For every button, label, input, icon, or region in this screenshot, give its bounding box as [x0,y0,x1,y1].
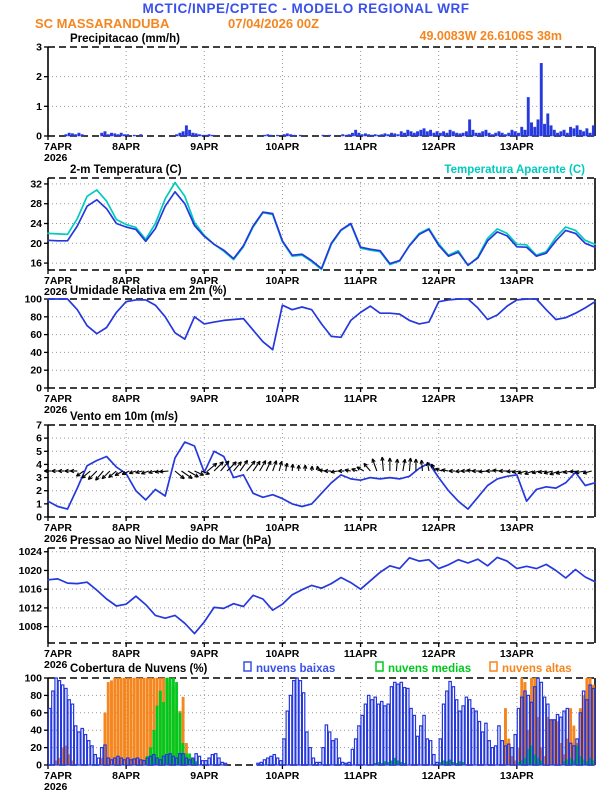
svg-text:16: 16 [30,257,42,270]
svg-text:20: 20 [30,742,42,755]
svg-text:2: 2 [36,71,42,84]
svg-text:11APR: 11APR [343,141,378,153]
precip-panel-title: Precipitacao (mm/h) [70,33,180,45]
svg-text:13APR: 13APR [499,393,534,405]
rh-panel-title: Umidade Relativa em 2m (%) [70,285,227,297]
svg-text:8APR: 8APR [112,393,141,405]
svg-text:2026: 2026 [44,659,68,671]
svg-text:10APR: 10APR [265,393,300,405]
pressure-panel-title: Pressao ao Nivel Medio do Mar (hPa) [70,535,272,547]
svg-text:9APR: 9APR [190,522,219,534]
pres-panel [19,546,595,671]
svg-text:7APR: 7APR [44,770,73,782]
svg-text:0: 0 [36,130,42,143]
svg-text:13APR: 13APR [499,770,534,782]
svg-text:7APR: 7APR [44,141,73,153]
model-title: MCTIC/INPE/CPTEC - MODELO REGIONAL WRF [142,1,470,16]
svg-text:2: 2 [36,485,42,498]
high-cloud-legend-swatch [490,662,497,671]
svg-text:12APR: 12APR [421,648,456,660]
svg-text:12APR: 12APR [421,770,456,782]
svg-text:100: 100 [24,293,42,306]
svg-text:5: 5 [36,445,42,458]
svg-text:1016: 1016 [18,583,42,596]
svg-text:2026: 2026 [44,404,68,416]
svg-text:1008: 1008 [18,621,42,634]
temp-panel-title: 2-m Temperatura (C) [70,164,182,176]
mid-cloud-legend-swatch [376,662,383,671]
svg-text:0: 0 [36,382,42,395]
svg-text:13APR: 13APR [499,648,534,660]
svg-text:13APR: 13APR [499,522,534,534]
svg-text:1020: 1020 [18,564,42,577]
svg-text:2026: 2026 [44,152,68,164]
cloud-panel [24,673,595,792]
low-cloud-legend-swatch [244,662,251,671]
svg-text:11APR: 11APR [343,770,378,782]
svg-text:12APR: 12APR [421,275,456,287]
svg-text:11APR: 11APR [343,393,378,405]
svg-text:8APR: 8APR [112,648,141,660]
svg-text:40: 40 [30,724,42,737]
svg-text:3: 3 [36,472,42,485]
svg-text:20: 20 [30,364,42,377]
svg-text:11APR: 11APR [343,648,378,660]
svg-text:9APR: 9APR [190,393,219,405]
temp-panel [30,178,595,298]
svg-text:9APR: 9APR [190,770,219,782]
wind-panel-title: Vento em 10m (m/s) [70,411,179,423]
run-datetime: 07/04/2026 00Z [228,16,320,31]
svg-text:13APR: 13APR [499,141,534,153]
station-name: SC MASSARANDUBA [35,16,170,31]
svg-text:2026: 2026 [44,781,68,792]
svg-text:10APR: 10APR [265,275,300,287]
svg-text:9APR: 9APR [190,141,219,153]
svg-text:32: 32 [30,178,42,191]
svg-text:0: 0 [36,759,42,772]
svg-text:2026: 2026 [44,286,68,298]
svg-text:10APR: 10APR [265,648,300,660]
svg-text:8APR: 8APR [112,141,141,153]
svg-text:13APR: 13APR [499,275,534,287]
svg-text:40: 40 [30,346,42,359]
location-coords: 49.0083W 26.6106S 38m [419,29,562,43]
svg-text:6: 6 [36,432,42,445]
svg-text:2026: 2026 [44,533,68,545]
svg-text:8APR: 8APR [112,275,141,287]
svg-text:7APR: 7APR [44,275,73,287]
svg-text:9APR: 9APR [190,275,219,287]
svg-text:10APR: 10APR [265,522,300,534]
svg-text:80: 80 [30,689,42,702]
svg-text:60: 60 [30,707,42,720]
mid-cloud-legend-label: nuvens medias [388,663,472,675]
low-cloud-legend-label: nuvens baixas [256,663,336,675]
svg-text:8APR: 8APR [112,522,141,534]
svg-text:7: 7 [36,419,42,432]
svg-text:10APR: 10APR [265,770,300,782]
svg-text:0: 0 [36,511,42,524]
svg-text:100: 100 [24,672,42,685]
svg-text:7APR: 7APR [44,393,73,405]
high-cloud-legend-label: nuvens altas [502,663,572,675]
precip-panel [36,42,595,165]
wind-panel [36,420,595,546]
svg-text:3: 3 [36,41,42,54]
svg-text:4: 4 [36,458,42,471]
svg-text:7APR: 7APR [44,522,73,534]
rh-panel [24,294,595,417]
svg-text:7APR: 7APR [44,648,73,660]
svg-text:11APR: 11APR [343,522,378,534]
svg-text:9APR: 9APR [190,648,219,660]
svg-text:20: 20 [30,237,42,250]
svg-text:24: 24 [30,218,42,231]
svg-text:60: 60 [30,329,42,342]
svg-text:1: 1 [36,498,42,511]
svg-text:10APR: 10APR [265,141,300,153]
svg-text:1012: 1012 [18,602,42,615]
svg-text:12APR: 12APR [421,393,456,405]
svg-text:1: 1 [36,100,42,113]
cloud-panel-title: Cobertura de Nuvens (%) [70,663,208,675]
svg-text:1024: 1024 [18,546,42,559]
apparent-temp-legend: Temperatura Aparente (C) [444,164,585,176]
svg-text:11APR: 11APR [343,275,378,287]
svg-text:80: 80 [30,311,42,324]
svg-text:12APR: 12APR [421,141,456,153]
svg-text:12APR: 12APR [421,522,456,534]
svg-text:8APR: 8APR [112,770,141,782]
svg-text:28: 28 [30,198,42,211]
